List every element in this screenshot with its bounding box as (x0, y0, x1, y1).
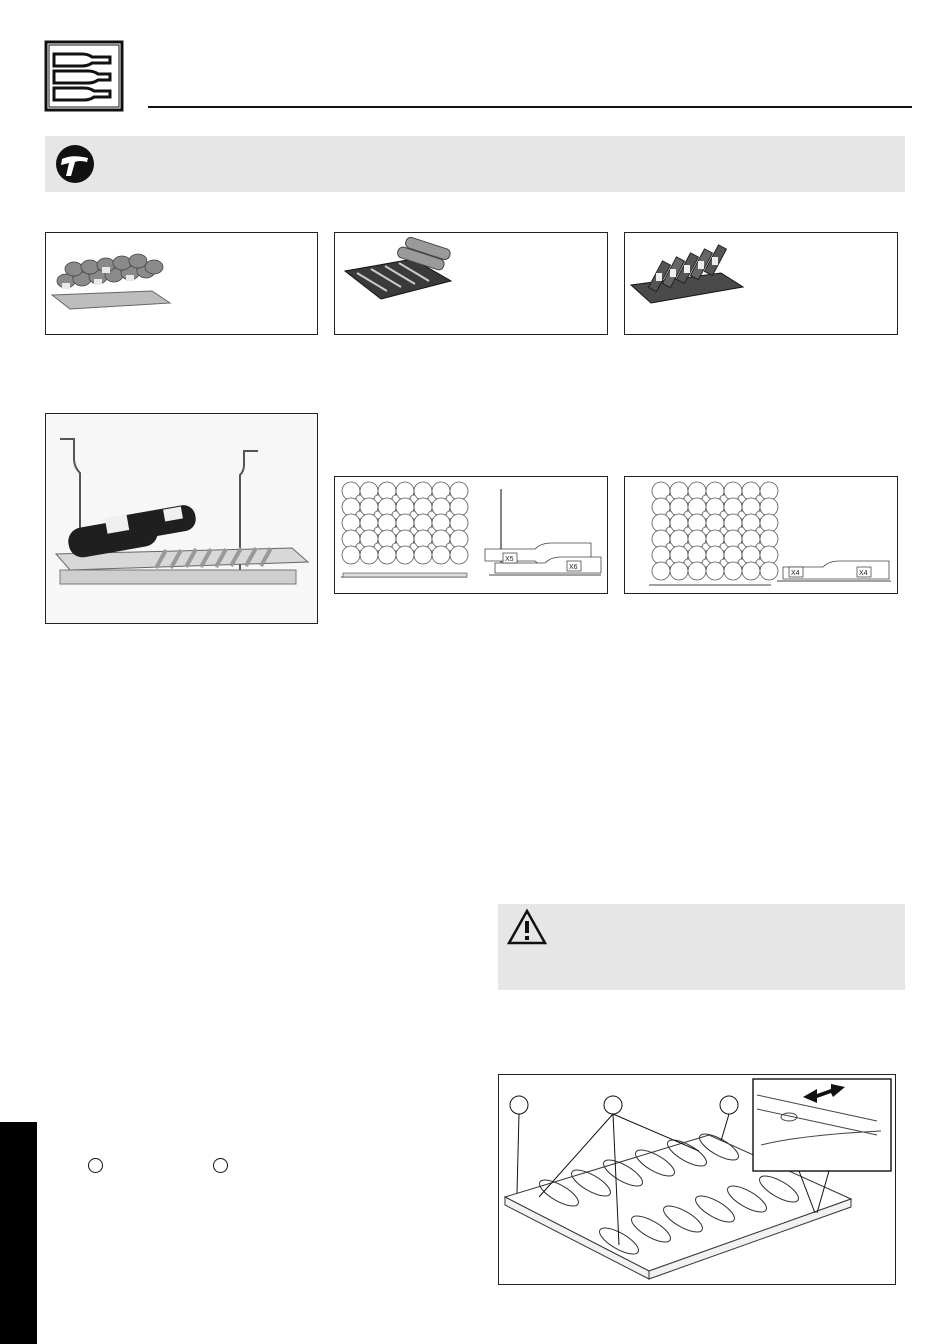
warning-box (498, 904, 905, 990)
tip-banner (45, 136, 905, 192)
side-tab (0, 1122, 37, 1344)
stack-tag-left: X4 (791, 570, 800, 577)
bottle-end-circle (360, 546, 378, 564)
bottle-end-circle (760, 498, 778, 516)
ref-circle-1 (88, 1158, 103, 1173)
bottle-end-circle (760, 562, 778, 580)
bottle-end-circle (450, 546, 468, 564)
bottle-end-circle (724, 562, 742, 580)
stacking-diagram-2 (624, 476, 898, 594)
header-rule (148, 106, 912, 108)
stack-tag-left: X5 (505, 556, 514, 563)
bottle-end-circle (742, 562, 760, 580)
warning-triangle-icon (506, 908, 548, 946)
bottle-end-circle (414, 546, 432, 564)
bottle-end-circle (342, 546, 360, 564)
stack-tag-right: X6 (569, 564, 578, 571)
shelf-photo-inclined (624, 232, 898, 335)
wine-bottles-icon (44, 40, 124, 112)
shelf-photo-tray (334, 232, 608, 335)
callout-circle-center (604, 1096, 622, 1114)
bottle-end-circle (450, 498, 468, 516)
bottle-end-circle (450, 482, 468, 500)
bottle-end-circle (652, 562, 670, 580)
bottle-end-circle (432, 546, 450, 564)
bottle-end-circle (706, 562, 724, 580)
bottle-end-circle (450, 514, 468, 532)
bottle-end-circle (450, 530, 468, 548)
sliding-shelf-diagram (498, 1074, 896, 1285)
bottle-end-circle (688, 562, 706, 580)
bottle-end-circle (396, 546, 414, 564)
logo (44, 40, 124, 112)
shelf-photo-rack (45, 413, 318, 624)
bottle-end-circle (760, 530, 778, 548)
callout-circle-left (510, 1096, 528, 1114)
bottle-end-circle (760, 482, 778, 500)
stack-tag-right: X4 (859, 570, 868, 577)
bottle-end-circle (670, 562, 688, 580)
stacking-diagram-1 (334, 476, 608, 594)
bottle-end-circle (760, 546, 778, 564)
bottle-end-circle (760, 514, 778, 532)
shelf-photo-stacked (45, 232, 318, 335)
ref-circle-2 (213, 1158, 228, 1173)
callout-circle-right (720, 1096, 738, 1114)
bottle-end-circle (378, 546, 396, 564)
tip-hand-icon (53, 142, 97, 186)
